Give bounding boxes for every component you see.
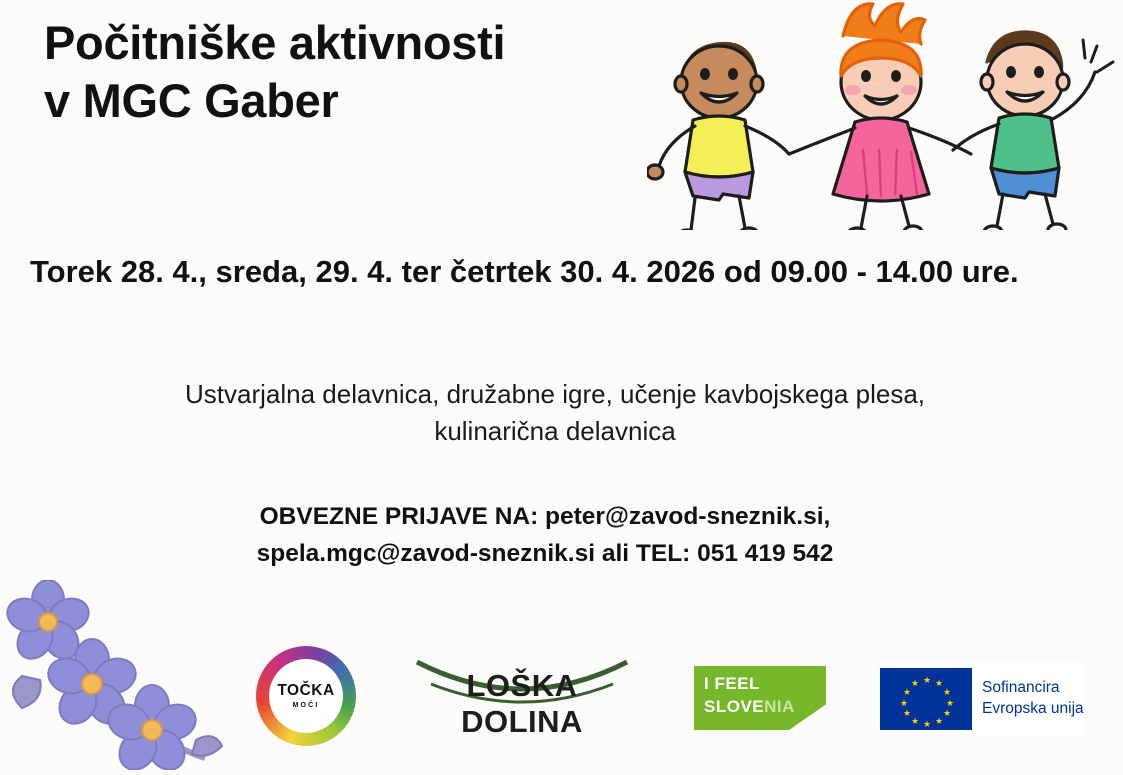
i-feel-slovenia-line2 — [704, 697, 795, 717]
tocka-moci-subtitle: MOČI — [292, 701, 320, 709]
tocka-moci-inner — [269, 659, 343, 733]
children-holding-hands-illustration — [647, 0, 1117, 230]
slovenia-love: LOVE — [715, 697, 765, 716]
eu-flag-icon: ★ ★ ★ ★ ★ ★ ★ ★ ★ ★ ★ ★ — [880, 668, 972, 730]
description-line-2: kulinarična delavnica — [434, 415, 676, 446]
page-title — [44, 14, 664, 131]
i-feel-slovenia-line1: I FEEL — [704, 674, 760, 693]
slovenia-s: S — [704, 697, 716, 716]
loska-dolina-label: LOŠKA DOLINA — [461, 668, 583, 739]
tocka-moci-title: TOČKA — [277, 682, 335, 700]
i-feel-slovenia-logo — [694, 666, 826, 730]
title-line-2: v MGC Gaber — [44, 74, 339, 128]
contact-line-1: OBVEZNE PRIJAVE NA: peter@zavod-sneznik.si, — [259, 503, 831, 530]
sponsor-logos-row — [0, 638, 1123, 748]
title-line-1: Počitniške aktivnosti — [44, 16, 506, 69]
contact-line-2: spela.mgc@zavod-sneznik.si ali TEL: 051 419 542 — [256, 540, 834, 568]
tocka-moci-logo — [256, 646, 356, 746]
event-description — [40, 376, 1070, 450]
slovenia-nia: NIA — [764, 697, 795, 716]
loska-dolina-logo — [411, 658, 633, 740]
eu-cofinancing-text — [982, 678, 1084, 720]
description-line-1: Ustvarjalna delavnica, družabne igre, učenje kavbojskega plesa, — [185, 379, 925, 409]
eu-text-line2: Evropska unija — [982, 700, 1084, 717]
eu-cofinancing-logo — [880, 662, 1085, 736]
registration-contact — [40, 498, 1050, 572]
event-dates: Torek 28. 4., sreda, 29. 4. ter četrtek 30. 4. 2026 od 09.00 - 14.00 ure. — [30, 254, 1019, 289]
eu-text-line1: Sofinancira — [982, 679, 1060, 697]
